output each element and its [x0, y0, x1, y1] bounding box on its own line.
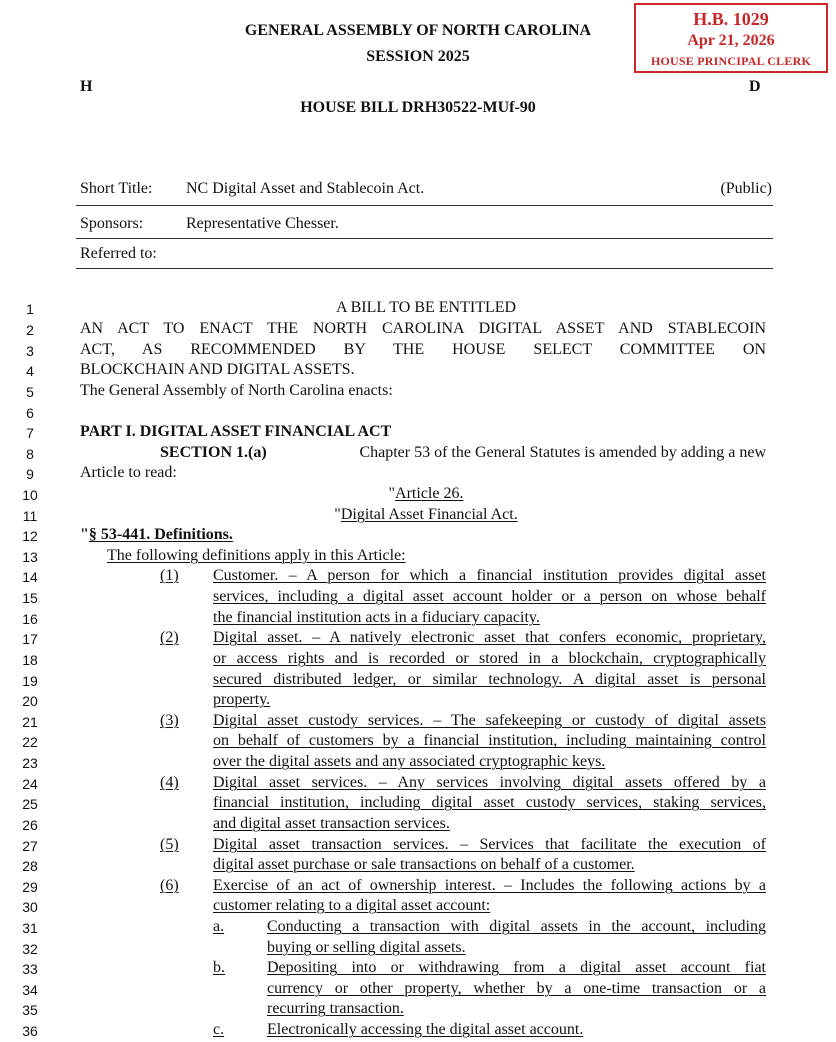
item-number: (4) [160, 774, 179, 791]
section-text: Chapter 53 of the General Statutes is amended by adding a new [359, 444, 766, 461]
referred-label: Referred to: [80, 245, 157, 262]
section-text-line: Article to read: [80, 464, 177, 481]
line-number: 6 [26, 405, 34, 421]
enacting-clause: The General Assembly of North Carolina enacts: [80, 382, 393, 399]
divider [76, 205, 773, 206]
definition-line: services, including a digital asset account holder or a person on whose behalf [213, 588, 766, 605]
line-number: 22 [22, 734, 38, 750]
subitem-line: Electronically accessing the digital asset account. [267, 1021, 584, 1038]
item-number: (5) [160, 836, 179, 853]
subitem-line: Depositing into or withdrawing from a digital asset account fiat [267, 959, 766, 976]
line-number: 19 [22, 673, 38, 689]
section-line [160, 444, 766, 462]
act-title-line: AN ACT TO ENACT THE NORTH CAROLINA DIGITAL ASSET AND STABLECOIN [80, 320, 766, 337]
section-heading [80, 526, 233, 544]
subitem-letter: a. [213, 918, 225, 935]
definition-line: or access rights and is recorded or stored in a blockchain, cryptographically [213, 650, 766, 667]
bill-entitled-heading: A BILL TO BE ENTITLED [335, 299, 517, 316]
section-heading-text: § 53-441. Definitions. [88, 526, 233, 543]
divider [76, 238, 773, 239]
stamp-date: Apr 21, 2026 [687, 32, 775, 49]
definition-line: over the digital assets and any associated cryptographic keys. [213, 753, 606, 770]
line-number: 17 [22, 631, 38, 647]
line-number: 30 [22, 899, 38, 915]
line-number: 31 [22, 920, 38, 936]
subitem-line: Conducting a transaction with digital assets in the account, including [267, 918, 766, 935]
definition-line: Exercise of an act of ownership interest. – Includes the following actions by a [213, 877, 766, 894]
line-number: 21 [22, 714, 38, 730]
part-heading: PART I. DIGITAL ASSET FINANCIAL ACT [80, 423, 392, 440]
bill-number: HOUSE BILL DRH30522-MUf-90 [300, 99, 536, 116]
short-title-value: NC Digital Asset and Stablecoin Act. [186, 180, 425, 197]
line-number: 10 [22, 487, 38, 503]
line-number: 15 [22, 590, 38, 606]
subitem-line: buying or selling digital assets. [267, 939, 466, 956]
sponsors-value: Representative Chesser. [186, 215, 339, 232]
line-number: 1 [26, 301, 34, 317]
definition-line: Digital asset services. – Any services involving digital assets offered by a [213, 774, 766, 791]
line-number: 4 [26, 363, 34, 379]
item-number: (1) [160, 567, 179, 584]
bill-type: (Public) [720, 180, 772, 197]
line-number: 3 [26, 343, 34, 359]
line-number: 13 [22, 549, 38, 565]
line-number: 8 [26, 446, 34, 462]
definition-line: Customer. – A person for which a financial institution provides digital asset [213, 567, 766, 584]
item-number: (3) [160, 712, 179, 729]
short-title-row [80, 180, 772, 200]
article-number-text: Article 26. [395, 485, 464, 502]
item-number: (6) [160, 877, 179, 894]
line-number: 23 [22, 755, 38, 771]
line-number: 29 [22, 879, 38, 895]
line-number: 27 [22, 838, 38, 854]
line-number: 26 [22, 817, 38, 833]
stamp-clerk: HOUSE PRINCIPAL CLERK [650, 54, 811, 68]
subitem-letter: b. [213, 959, 225, 976]
line-number: 35 [22, 1002, 38, 1018]
line-number: 11 [22, 508, 38, 524]
assembly-title: GENERAL ASSEMBLY OF NORTH CAROLINA [244, 22, 592, 39]
line-number: 36 [22, 1023, 38, 1039]
session-title: SESSION 2025 [366, 48, 470, 65]
short-title-label: Short Title: [80, 180, 153, 197]
quote-mark: " [80, 526, 89, 543]
quote-mark: " [388, 485, 396, 502]
line-number: 16 [22, 611, 38, 627]
clerk-stamp [634, 3, 828, 73]
sponsors-row [80, 215, 772, 235]
article-number [80, 485, 772, 503]
article-title [80, 506, 772, 524]
section-label: SECTION 1.(a) [160, 444, 267, 461]
definition-line: Digital asset. – A natively electronic asset that confers economic, proprietary, [213, 629, 766, 646]
referred-row [80, 245, 772, 265]
line-number: 20 [22, 693, 38, 709]
subitem-line: currency or other property, whether by a one-time transaction or a [267, 980, 766, 997]
article-title-text: Digital Asset Financial Act. [340, 506, 518, 523]
definition-line: property. [213, 691, 271, 708]
act-title-line: ACT, AS RECOMMENDED BY THE HOUSE SELECT COMMITTEE ON [80, 341, 766, 358]
line-number: 18 [22, 652, 38, 668]
subitem-line: recurring transaction. [267, 1000, 404, 1017]
definition-line: the financial institution acts in a fiduciary capacity. [213, 609, 540, 626]
line-number: 33 [22, 961, 38, 977]
quote-mark: " [334, 506, 341, 523]
sponsors-label: Sponsors: [80, 215, 144, 232]
act-title-line: BLOCKCHAIN AND DIGITAL ASSETS. [80, 361, 355, 378]
definition-line: Digital asset transaction services. – Services that facilitate the execution of [213, 836, 766, 853]
line-number: 34 [22, 982, 38, 998]
line-number: 24 [22, 776, 38, 792]
definition-line: customer relating to a digital asset account: [213, 897, 491, 914]
line-number: 7 [26, 425, 34, 441]
line-number: 28 [22, 858, 38, 874]
definition-line: Digital asset custody services. – The safekeeping or custody of digital assets [213, 712, 766, 729]
definition-line: secured distributed ledger, or similar technology. A digital asset is personal [213, 671, 766, 688]
definitions-intro: The following definitions apply in this Article: [107, 547, 406, 564]
line-number: 5 [26, 384, 34, 400]
line-number: 9 [26, 466, 34, 482]
house-mark: H [80, 78, 93, 95]
definition-line: on behalf of customers by a financial institution, including maintaining control [213, 732, 766, 749]
definition-line: financial institution, including digital asset custody services, staking services, [213, 794, 766, 811]
line-number: 2 [26, 322, 34, 338]
divider [76, 268, 773, 269]
draft-mark: D [749, 78, 761, 95]
line-number: 14 [22, 569, 38, 585]
stamp-bill-number: H.B. 1029 [693, 9, 769, 29]
item-number: (2) [160, 629, 179, 646]
definition-line: and digital asset transaction services. [213, 815, 450, 832]
subitem-letter: c. [213, 1021, 225, 1038]
line-number: 12 [22, 528, 38, 544]
line-number: 25 [22, 796, 38, 812]
definition-line: digital asset purchase or sale transactions on behalf of a customer. [213, 856, 635, 873]
line-number: 32 [22, 941, 38, 957]
